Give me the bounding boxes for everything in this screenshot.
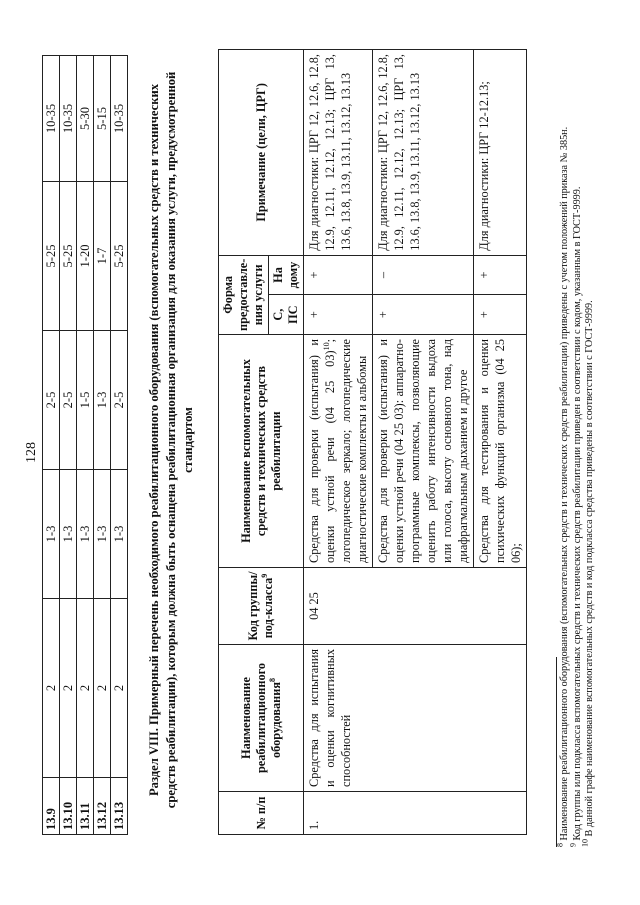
table-cell: 1-3 [94,331,111,470]
row-code: 13.10 [60,778,77,835]
table-cell: 5-25 [111,182,128,331]
header-names: Наименование вспомогательных средств и технических средств реабилитации [219,335,304,568]
table-cell: 1-5 [77,331,94,470]
footnote-text: В данной графе наименование вспомогательных средств и код подкласса средства приведены в соответствии с ГОСТ-9999. [584,300,595,837]
row-code: 04 25 [304,568,527,645]
table-cell: 5-25 [43,182,60,331]
footnotes [556,47,597,847]
table-cell: 2-5 [43,331,60,470]
table-cell: 5-25 [60,182,77,331]
header-num: № п/п [219,792,304,835]
section-title: Раздел VIII. Примерный перечень необходимого реабилитационного оборудования (вспомогательных средств и технических средств реабилитации), которым должна быть оснащена реабилитационная организация для оказания услуги, предусмотренной стандартом [147,71,195,809]
header-form-sps: С, ПС [269,295,304,335]
row-item-name: Средства для проверки (испытания) и оценки устной речи (04 25 03): аппаратно-программные комплексы, позволяющие оценить работу интенсивности выдоха или голоса, высоту основного тона, над диафрагмальным дыханием и другое [373,335,474,568]
table-cell: 1-3 [60,470,77,599]
row-sps: + [373,295,474,335]
table-cell: 1-3 [111,470,128,599]
header-note: Примечание (цели, ЦРГ) [219,50,304,256]
table-row [43,56,60,835]
row-home: + [474,255,527,295]
table-cell: 10-35 [60,56,77,182]
footnote-mark: 8 [555,843,565,847]
footnote [568,47,585,847]
row-code: 13.13 [111,778,128,835]
header-equipment [219,645,304,792]
table-cell: 2 [77,599,94,778]
row-equipment: Средства для испытания и оценки когнитивных способностей [304,645,527,792]
table-cell: 2 [43,599,60,778]
row-note: Для диагностики: ЦРГ 12, 12.6, 12.8, 12.9, 12.11, 12.12, 12.13; ЦРГ 13, 13.6, 13.8, 13.9, 13.11, 13.12, 13.13 [304,50,373,256]
row-sps: + [474,295,527,335]
header-form-home: На дому [269,255,304,295]
footnote [580,47,597,847]
header-equipment-text: Наименование реабилитационного оборудования [238,662,283,774]
row-sps: + [304,295,373,335]
table-cell: 1-3 [94,470,111,599]
table-cell: 2-5 [111,331,128,470]
footnote-mark: 10 [580,839,590,847]
footnote-ref: 9 [259,573,269,578]
table-row [94,56,111,835]
footnote-mark: 9 [568,843,578,847]
table-row [60,56,77,835]
page-number: 128 [24,442,39,463]
table-cell: 2 [60,599,77,778]
table-cell: 1-3 [77,470,94,599]
table-cell: 5-30 [77,56,94,182]
row-home: + [304,255,373,295]
row-note: Для диагностики: ЦРГ 12-12.13; [474,50,527,256]
row-item-name: Средства для тестирования и оценки психических функций организма (04 25 06); [474,335,527,568]
table-cell: 1-3 [43,470,60,599]
row-note: Для диагностики: ЦРГ 12, 12.6, 12.8, 12.9, 12.11, 12.12, 12.13; ЦРГ 13, 13.6, 13.8, 13.9, 13.11, 13.12, 13.13 [373,50,474,256]
row-home: – [373,255,474,295]
table-cell: 1-20 [77,182,94,331]
footnote-ref: 10 [321,342,331,351]
table-row [304,50,373,835]
header-form: Форма предоставле-ния услуги [219,255,269,334]
footnote [555,47,572,847]
row-code: 13.9 [43,778,60,835]
table-cell: 5-15 [94,56,111,182]
table-header-row [219,50,269,835]
table-cell: 2 [111,599,128,778]
table-cell: 1-7 [94,182,111,331]
table-row [111,56,128,835]
item-name-text: Средства для проверки (испытания) и оценки устной речи (04 25 03) [307,339,337,563]
row-code: 13.12 [94,778,111,835]
footnote-text: Код группы или подкласса вспомогательных средств и технических средств реабилитации приведен в соответствии с кодом, указанным в ГОСТ-9999. [571,186,583,841]
top-table [42,55,128,835]
footnote-divider [556,657,557,847]
header-code-text: Код группы/под-класса [246,571,275,641]
equipment-table [218,49,527,835]
row-num: 1. [304,792,527,835]
table-cell: 10-35 [111,56,128,182]
table-row [77,56,94,835]
footnote-ref: 8 [267,678,277,682]
row-code: 13.11 [77,778,94,835]
item-name-text-cont: ; логопедическое зеркало; логопедические диагностические комплекты и альбомы [323,339,369,563]
row-item-name [304,335,373,568]
footnote-text: Наименование реабилитационного оборудования (вспомогательных средств и технических средств реабилитации) приведены с учетом положений приказа № 385н. [559,126,570,841]
table-cell: 2 [94,599,111,778]
table-cell: 2-5 [60,331,77,470]
header-code [219,568,304,645]
table-cell: 10-35 [43,56,60,182]
